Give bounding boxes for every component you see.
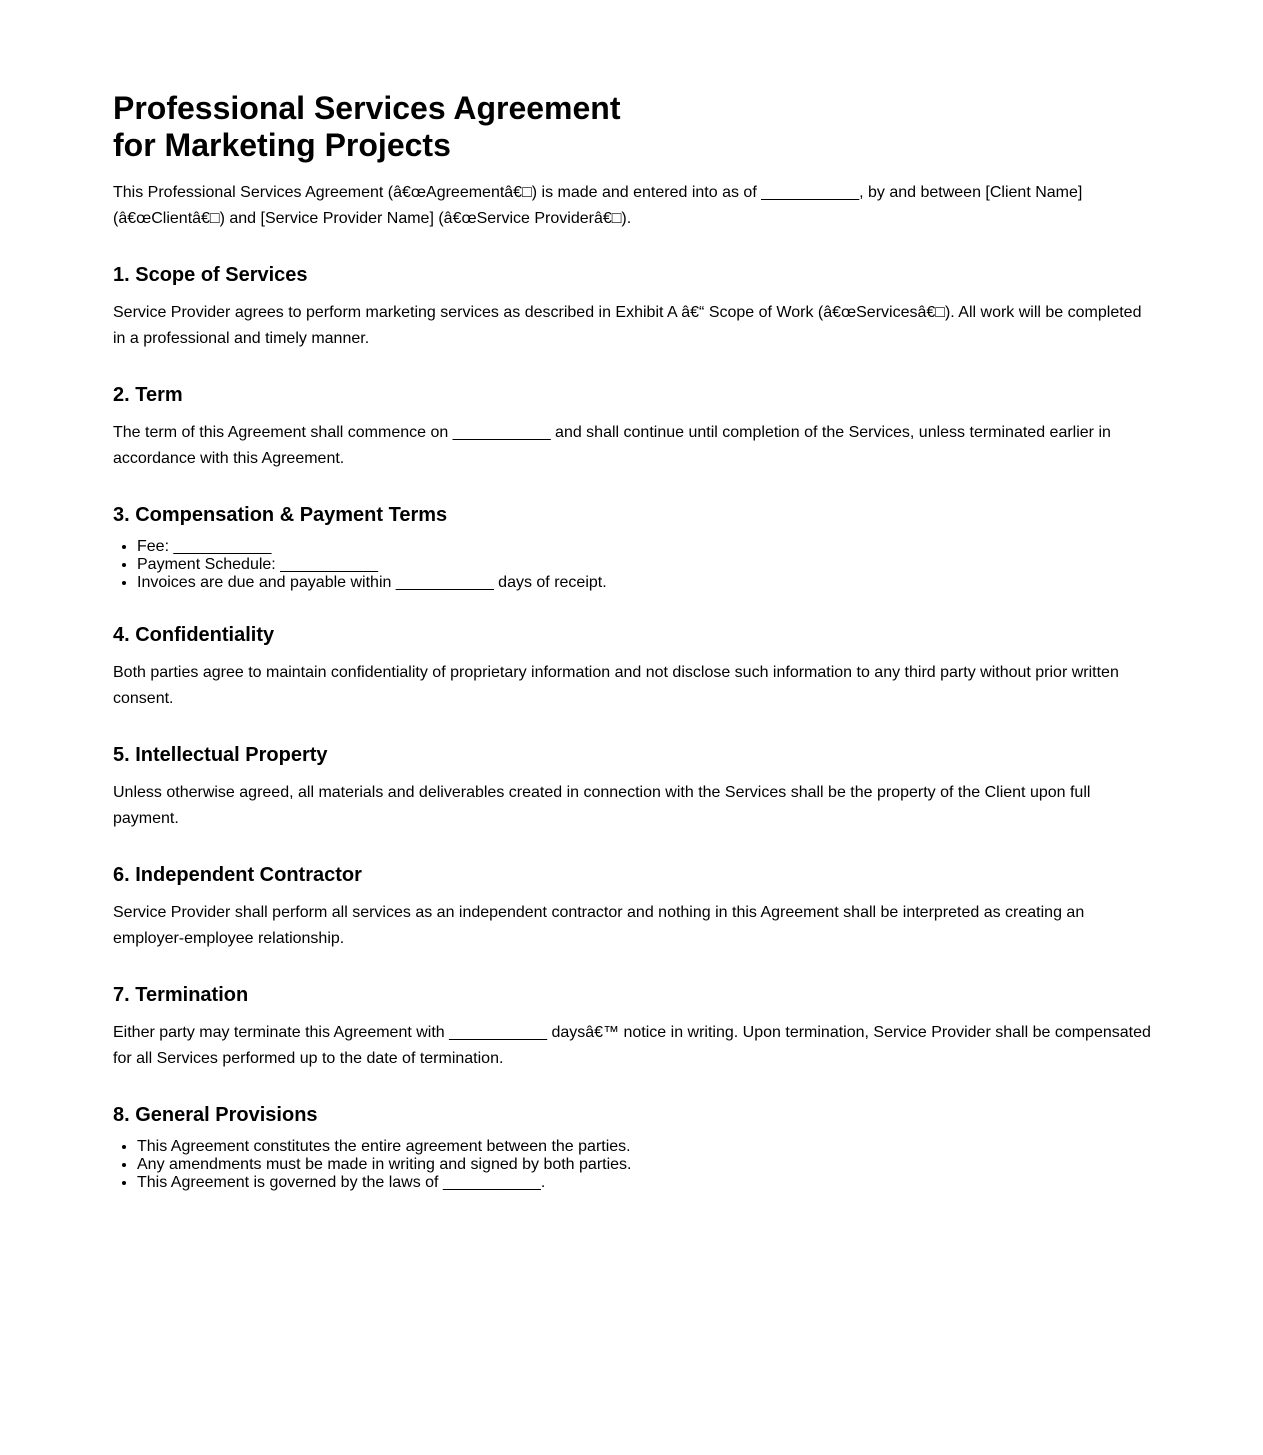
title-line-2: for Marketing Projects: [113, 127, 451, 163]
section-intellectual-property: [113, 743, 1153, 832]
list-item: • Invoices are due and payable within ___________ days of receipt.: [137, 574, 1153, 592]
section-termination: [113, 983, 1153, 1072]
section-body: Both parties agree to maintain confidentiality of proprietary information and not disclose such information to any third party without prior written consent.: [113, 664, 1119, 707]
section-heading: 2. Term: [113, 384, 183, 406]
section-body: Service Provider agrees to perform marketing services as described in Exhibit A â€“ Scope of Work (â€œServicesâ€□). All work will be completed in a professional and timely manner.: [113, 304, 1142, 347]
section-body: The term of this Agreement shall commence on ___________ and shall continue until completion of the Services, unless terminated earlier in accordance with this Agreement.: [113, 424, 1111, 467]
section-heading: 5. Intellectual Property: [113, 744, 328, 766]
section-scope-of-services: [113, 263, 1153, 352]
document-page: [113, 90, 1153, 1192]
title-line-1: Professional Services Agreement: [113, 90, 621, 126]
section-heading: 7. Termination: [113, 984, 249, 1006]
list-item: • Any amendments must be made in writing and signed by both parties.: [137, 1156, 1153, 1174]
section-heading: 4. Confidentiality: [113, 624, 275, 646]
section-heading: 3. Compensation & Payment Terms: [113, 504, 448, 526]
list-item: • Payment Schedule: ___________: [137, 556, 1153, 574]
section-heading: 1. Scope of Services: [113, 264, 308, 286]
section-term: [113, 383, 1153, 472]
section-body: Either party may terminate this Agreement with ___________ daysâ€™ notice in writing. Upon termination, Service Provider shall be compensated for all Services performed up to the date of termination.: [113, 1024, 1151, 1067]
section-heading: 8. General Provisions: [113, 1104, 318, 1126]
intro-paragraph: This Professional Services Agreement (â€œAgreementâ€□) is made and entered into as of ___________, by and between [Client Name] (â€œClientâ€□) and [Service Provider Name] (â€œService Providerâ€□).: [113, 184, 1083, 227]
section-general-provisions: [113, 1103, 1153, 1192]
list-item: • This Agreement constitutes the entire agreement between the parties.: [137, 1138, 1153, 1156]
compensation-list: [113, 538, 1153, 592]
section-compensation: [113, 503, 1153, 592]
list-item: • This Agreement is governed by the laws of ___________.: [137, 1174, 1153, 1192]
list-item: • Fee: ___________: [137, 538, 1153, 556]
section-independent-contractor: [113, 863, 1153, 952]
general-provisions-list: [113, 1138, 1153, 1192]
document-title: [113, 90, 1153, 164]
section-heading: 6. Independent Contractor: [113, 864, 362, 886]
section-body: Unless otherwise agreed, all materials and deliverables created in connection with the Services shall be the property of the Client upon full payment.: [113, 784, 1091, 827]
section-body: Service Provider shall perform all services as an independent contractor and nothing in this Agreement shall be interpreted as creating an employer-employee relationship.: [113, 904, 1085, 947]
section-confidentiality: [113, 623, 1153, 712]
